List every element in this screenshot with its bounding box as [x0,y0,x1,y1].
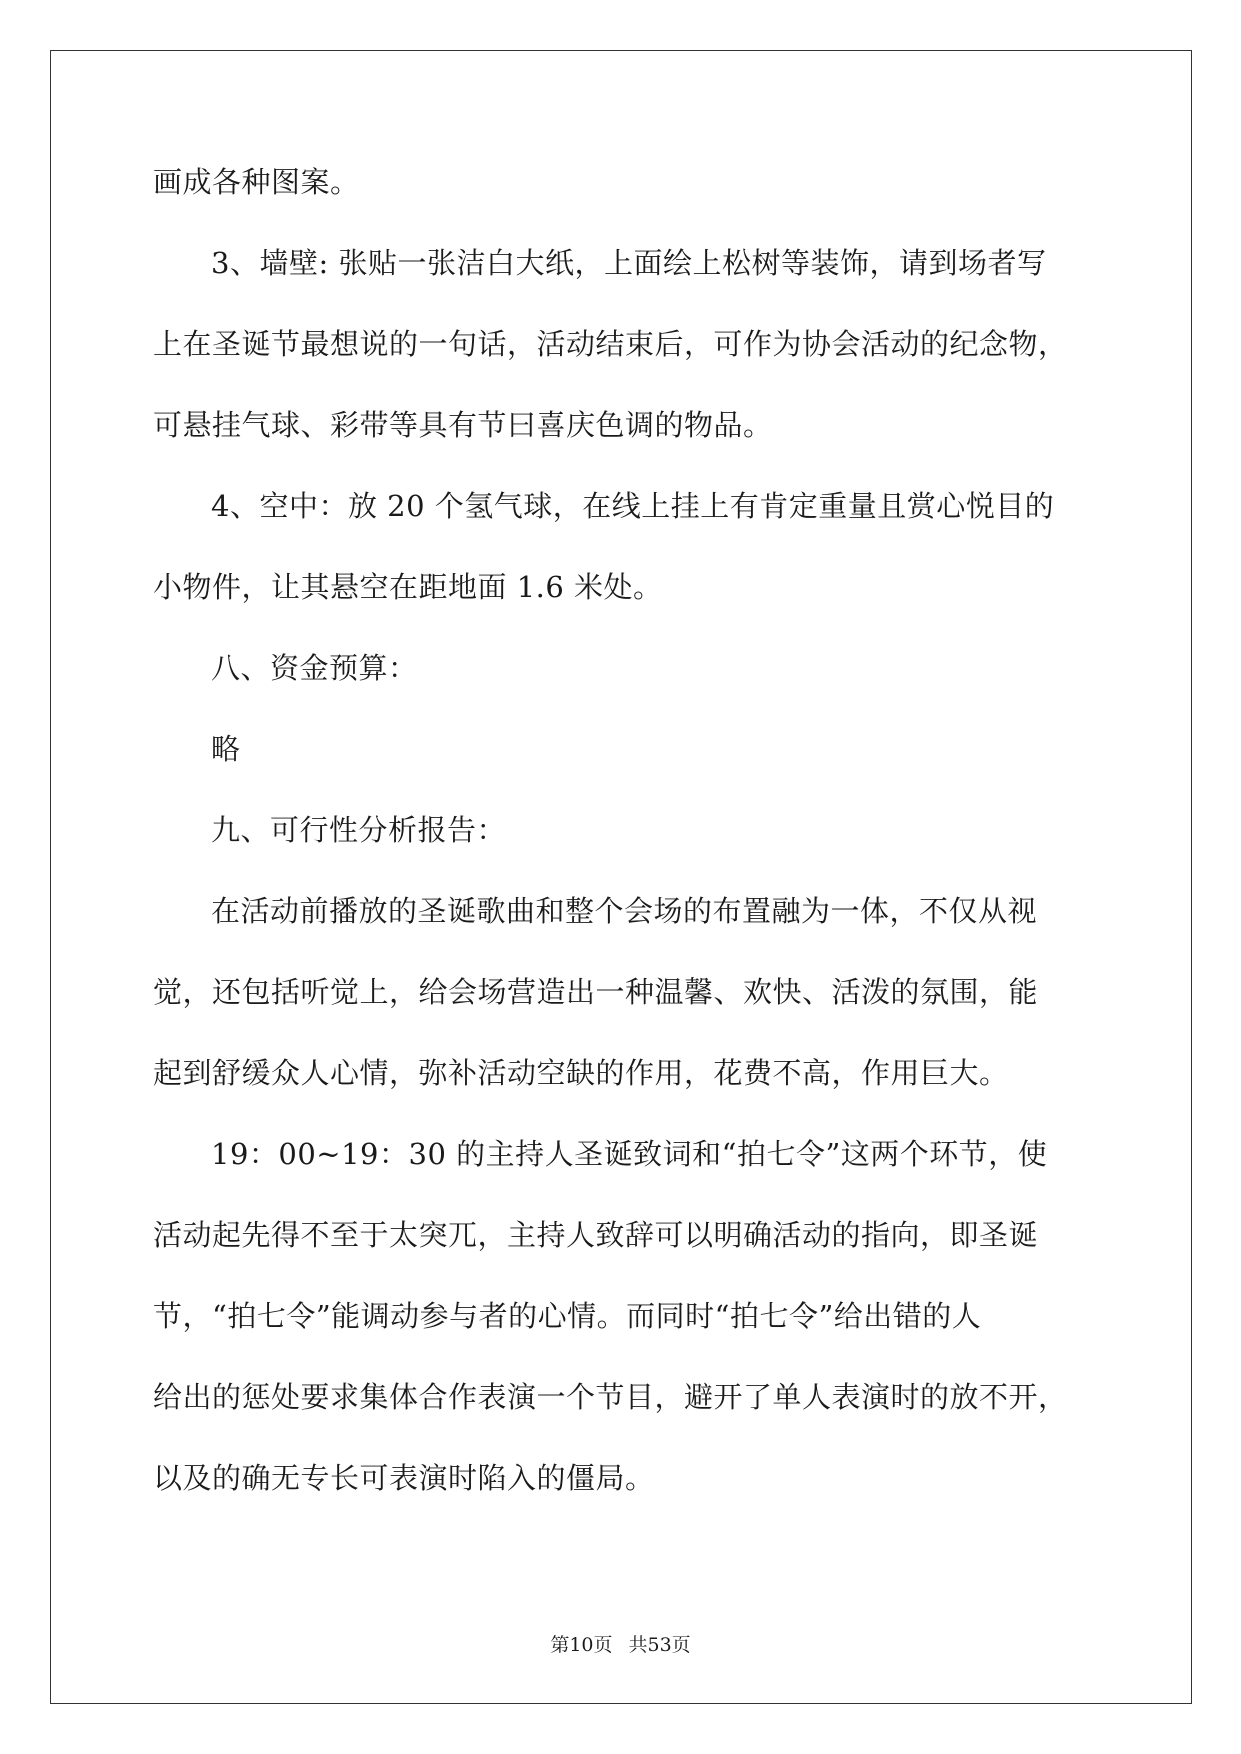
paragraph-line: 4、空中：放 20 个氢气球，在线上挂上有肯定重量且赏心悦目的 [211,489,1055,523]
paragraph-line: 略 [211,732,241,766]
paragraph-line: 活动起先得不至于太突兀，主持人致辞可以明确活动的指向，即圣诞 [153,1218,1039,1252]
paragraph-line: 以及的确无专长可表演时陷入的僵局。 [153,1461,655,1495]
paragraph-line: 画成各种图案。 [153,165,360,199]
paragraph-line: 觉，还包括听觉上，给会场营造出一种温馨、欢快、活泼的氛围，能 [153,975,1039,1009]
page-footer [0,1630,1241,1657]
paragraph-line: 小物件，让其悬空在距地面 1.6 米处。 [153,570,663,604]
paragraph-line: 可悬挂气球、彩带等具有节曰喜庆色调的物品。 [153,408,773,442]
paragraph-line: 3、墙壁: 张贴一张洁白大纸，上面绘上松树等装饰，请到场者写 [211,246,1047,280]
paragraph-line: 在活动前播放的圣诞歌曲和整个会场的布置融为一体，不仅从视 [211,894,1038,928]
paragraph-line: 节，“拍七令”能调动参与者的心情。而同时“拍七令”给出错的人 [153,1299,982,1333]
paragraph-line: 19：00~19：30 的主持人圣诞致词和“拍七令”这两个环节，使 [211,1137,1048,1171]
section-heading: 九、可行性分析报告： [211,813,507,847]
paragraph-line: 起到舒缓众人心情，弥补活动空缺的作用，花费不高，作用巨大。 [153,1056,1009,1090]
section-heading: 八、资金预算： [211,651,418,685]
page-number: 第10页 [550,1634,613,1656]
paragraph-line: 上在圣诞节最想说的一句话，活动结束后，可作为协会活动的纪念物， [153,327,1068,361]
page-total: 共53页 [628,1634,691,1656]
document-body [153,162,1088,1539]
paragraph-line: 给出的惩处要求集体合作表演一个节目，避开了单人表演时的放不开， [153,1380,1068,1414]
